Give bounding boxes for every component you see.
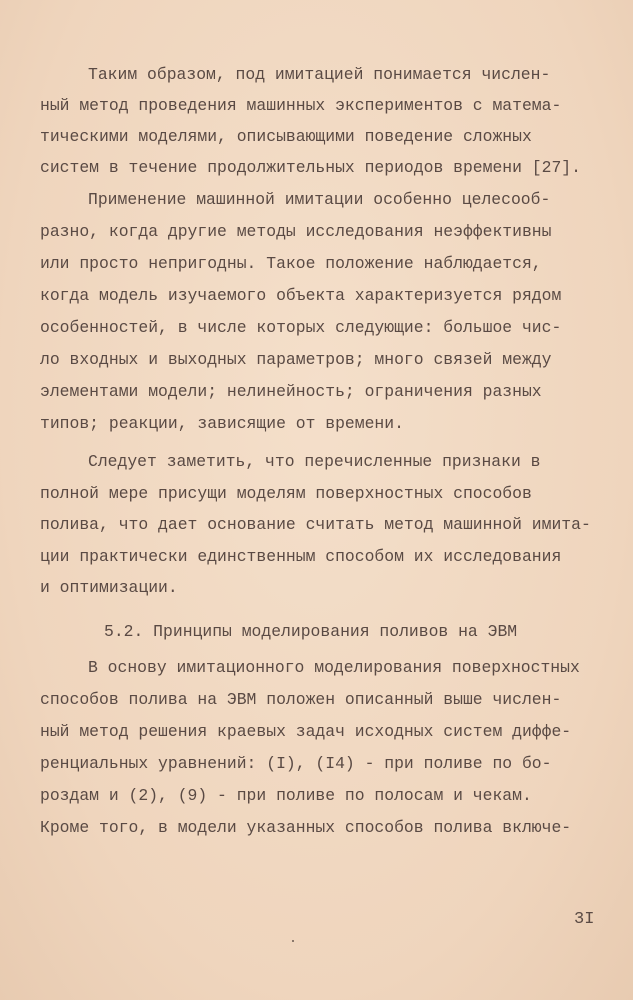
text-line: роздам и (2), (9) - при поливе по полосам и чекам. xyxy=(40,786,532,805)
text-line: полива, что дает основание считать метод машинной имита- xyxy=(40,515,591,534)
text-line: Таким образом, под имитацией понимается числен- xyxy=(88,65,551,84)
text-line: ный метод проведения машинных экспериментов с матема- xyxy=(40,96,562,115)
paragraph-4 xyxy=(40,652,600,844)
text-line: полной мере присущи моделям поверхностных способов xyxy=(40,483,532,503)
paragraph-3 xyxy=(40,446,600,604)
text-line: ный метод решения краевых задач исходных систем диффе- xyxy=(40,722,572,741)
text-line: ции практически единственным способом их исследования xyxy=(40,546,562,566)
text-line: особенностей, в числе которых следующие: большое чис- xyxy=(40,318,562,337)
text-line: типов; реакции, зависящие от времени. xyxy=(40,414,404,433)
text-line: когда модель изучаемого объекта характеризуется рядом xyxy=(40,286,562,305)
text-line: систем в течение продолжительных периодов времени [27]. xyxy=(40,158,581,177)
text-line: тическими моделями, описывающими поведение сложных xyxy=(40,127,532,146)
text-line: разно, когда другие методы исследования неэффективны xyxy=(40,222,552,241)
text-line: ло входных и выходных параметров; много связей между xyxy=(40,350,552,369)
ink-speck xyxy=(292,940,294,942)
text-line: элементами модели; нелинейность; ограничения разных xyxy=(40,382,542,401)
text-line: и оптимизации. xyxy=(40,578,178,597)
text-line: или просто непригодны. Такое положение наблюдается, xyxy=(40,254,542,273)
paragraph-2 xyxy=(40,184,600,440)
text-line: В основу имитационного моделирования поверхностных xyxy=(88,658,580,677)
section-heading: 5.2. Принципы моделирования поливов на ЭВМ xyxy=(104,622,518,641)
paragraph-1 xyxy=(40,59,600,183)
text-line: Следует заметить, что перечисленные признаки в xyxy=(88,452,541,471)
page-number: 3I xyxy=(574,910,595,929)
text-line: Применение машинной имитации особенно целесооб- xyxy=(88,190,551,209)
text-line: способов полива на ЭВМ положен описанный выше числен- xyxy=(40,690,562,709)
text-line: Кроме того, в модели указанных способов полива включе- xyxy=(40,818,572,837)
text-line: ренциальных уравнений: (I), (I4) - при поливе по бо- xyxy=(40,754,552,773)
